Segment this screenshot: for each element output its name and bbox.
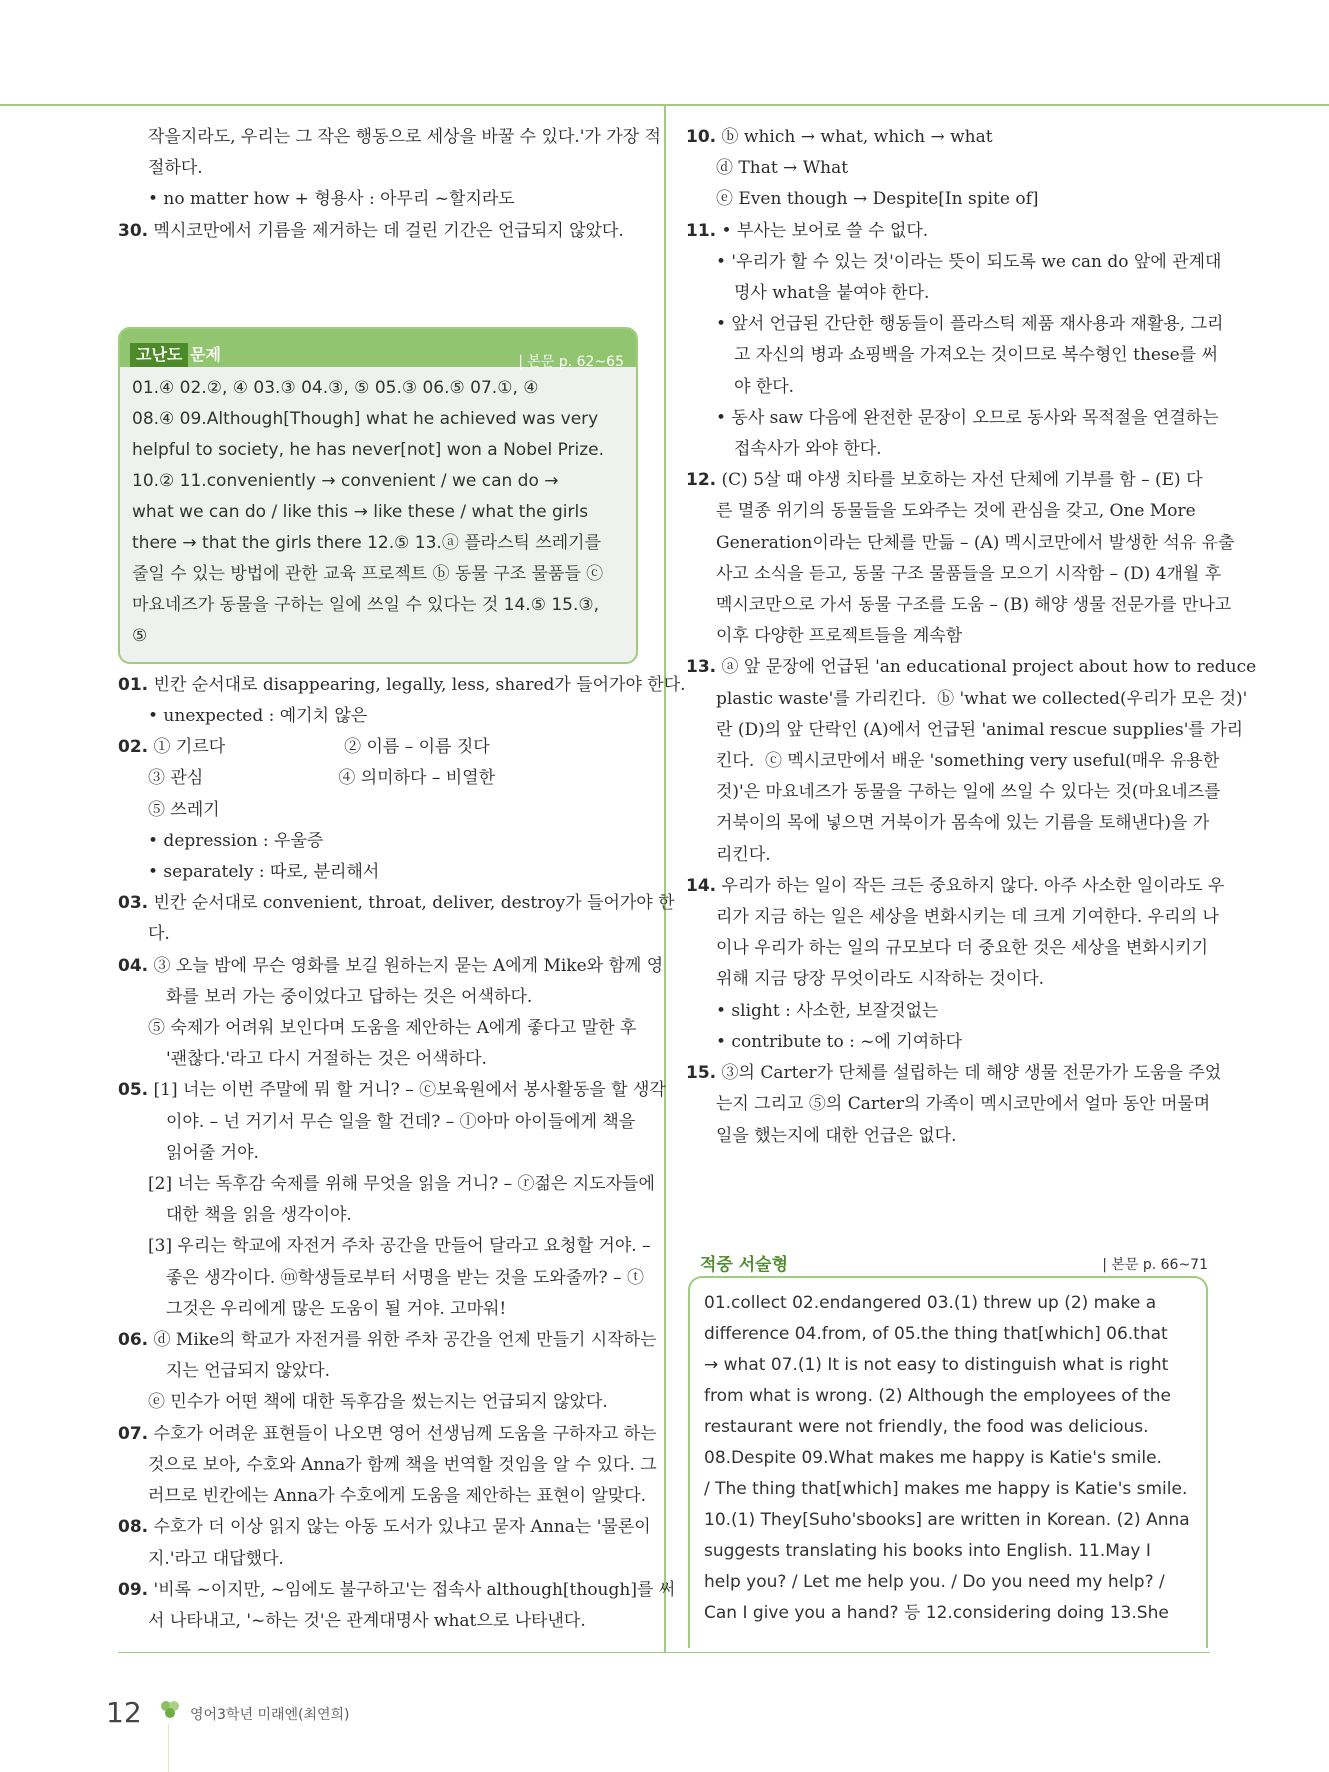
item-text: 것으로 보아, 수호와 Anna가 함께 책을 번역할 것임을 알 수 있다. 그 [148, 1454, 657, 1475]
item-text: ⑤ 쓰레기 [148, 799, 220, 820]
descriptive-answer-line: Can I give you a hand? 등 12.considering doing 13.She [704, 1603, 1169, 1623]
numbered-line [686, 871, 1225, 902]
item-text: 지는 언급되지 않았다. [166, 1361, 331, 1382]
text-line [118, 1263, 644, 1294]
descriptive-answer-line: restaurant were not friendly, the food was delicious. [704, 1417, 1149, 1437]
item-number: 11. [686, 220, 717, 241]
text-line [686, 621, 1212, 652]
item-number: 09. [118, 1579, 149, 1600]
item-text: 거북이의 목에 넣으면 거북이가 몸속에 있는 기름을 토해낸다)을 가 [716, 813, 1210, 834]
item-text: ⓔ 민수가 어떤 책에 대한 독후감을 썼는지는 언급되지 않았다. [148, 1392, 608, 1413]
bottom-rule [118, 1652, 1210, 1653]
text-line [118, 1138, 644, 1169]
numbered-line [118, 1575, 676, 1606]
item-text: [3] 우리는 학교에 자전거 주차 공간을 만들어 달라고 요청할 거야. – [148, 1236, 651, 1257]
item-number: 06. [118, 1330, 149, 1351]
descriptive-answer-line: 01.collect 02.endangered 03.(1) threw up (2) make a [704, 1293, 1157, 1313]
text-line [118, 763, 644, 794]
item-text: 리가 지금 하는 일은 세상을 변화시키는 데 크게 기여한다. 우리의 나 [716, 907, 1219, 928]
numbered-line [686, 216, 1212, 247]
numbered-line [118, 1325, 657, 1356]
numbered-line [686, 122, 1212, 153]
item-text: '비록 ~이지만, ~임에도 불구하고'는 접속사 although[though]를 써 [153, 1579, 676, 1600]
text-line [118, 826, 644, 857]
text-line [686, 840, 1212, 871]
text-line [686, 559, 1222, 590]
item-text: 다. [148, 924, 170, 945]
item-text: 이후 다양한 프로젝트들을 계속함 [716, 626, 963, 647]
text-line [118, 795, 644, 826]
column-separator [664, 106, 666, 1652]
item-text: '괜찮다.'라고 다시 거절하는 것은 어색하다. [166, 1049, 487, 1070]
answer-line: 08.④ 09.Although[Though] what he achieved was very [132, 408, 599, 429]
text-line [118, 1107, 644, 1138]
numbered-line [118, 1075, 666, 1106]
text-line [118, 1544, 644, 1575]
item-number: 03. [118, 893, 149, 914]
item-text: • depression : 우울증 [148, 830, 324, 851]
item-text: 러므로 빈칸에는 Anna가 수호에게 도움을 제안하는 표현이 알맞다. [148, 1486, 647, 1507]
text-line [686, 964, 1212, 995]
answer-line: helpful to society, he has never[not] won a Nobel Prize. [132, 439, 605, 460]
item-number: 02. [118, 737, 149, 758]
descriptive-answer-line: from what is wrong. (2) Although the employees of the [704, 1386, 1171, 1406]
text-line [118, 919, 644, 950]
answer-line: ⑤ [132, 625, 148, 646]
page-reference: | 본문 p. 66~71 [1102, 1257, 1208, 1273]
clover-icon [158, 1698, 182, 1722]
item-text: 고 자신의 병과 쇼핑백을 가져오는 것이므로 복수형인 these를 써 [734, 345, 1218, 366]
difficulty-tag: 고난도 [130, 343, 188, 367]
text-line [686, 902, 1219, 933]
text-line [118, 982, 644, 1013]
item-text: 대한 책을 읽을 생각이야. [166, 1205, 352, 1226]
text-line [686, 777, 1221, 808]
item-text: 명사 what을 붙여야 한다. [734, 283, 930, 304]
text-line [686, 528, 1235, 559]
answer-line: 줄일 수 있는 방법에 관한 교육 프로젝트 ⓑ 동물 구조 물품들 ⓒ [132, 563, 604, 584]
item-text: • unexpected : 예기치 않은 [148, 706, 368, 727]
item-text: 수호가 더 이상 읽지 않는 아동 도서가 있냐고 묻자 Anna는 '물론이 [153, 1517, 651, 1538]
item-number: 30. [118, 220, 149, 241]
item-text: plastic waste'를 가리킨다. ⓑ 'what we collected(우리가 모은 것)' [716, 688, 1248, 709]
text-line [686, 403, 1219, 434]
item-text: • 앞서 언급된 간단한 행동들이 플라스틱 제품 재사용과 재활용, 그리 [716, 314, 1224, 335]
item-text: ⓓ That → What [716, 158, 849, 179]
item-text: 지.'라고 대답했다. [148, 1548, 284, 1569]
text-line [686, 808, 1212, 839]
item-text: • 부사는 보어로 쓸 수 없다. [721, 220, 929, 241]
descriptive-answer-line: difference 04.from, of 05.the thing that[which] 06.that [704, 1324, 1168, 1344]
answer-line: what we can do / like this → like these / what the girls [132, 501, 589, 522]
text-line [118, 1294, 644, 1325]
item-text: 서 나타내고, '~하는 것'은 관계대명사 what으로 나타낸다. [148, 1610, 586, 1631]
item-text: • slight : 사소한, 보잘것없는 [716, 1000, 939, 1021]
item-text: 그것은 우리에게 많은 도움이 될 거야. 고마워! [166, 1298, 507, 1319]
answer-line: 10.② 11.conveniently → convenient / we can do → [132, 470, 559, 491]
item-text: ⑤ 숙제가 어려워 보인다며 도움을 제안하는 A에게 좋다고 말한 후 [148, 1018, 637, 1039]
right-column [686, 122, 1257, 1152]
page-number: 12 [106, 1696, 142, 1729]
text-line [118, 857, 644, 888]
item-text: ③의 Carter가 단체를 설립하는 데 해양 생물 전문가가 도움을 주었 [721, 1063, 1222, 1084]
text-line [118, 1200, 644, 1231]
numbered-line [686, 652, 1257, 683]
text-line [686, 278, 1212, 309]
answer-box-header [120, 329, 636, 370]
item-text: 접속사가 와야 한다. [734, 439, 882, 460]
item-number: 04. [118, 955, 149, 976]
descriptive-answer-line: 08.Despite 09.What makes me happy is Katie's smile. [704, 1448, 1162, 1468]
page-reference: | 본문 p. 62~65 [518, 353, 624, 370]
answer-line: 마요네즈가 동물을 구하는 일에 쓰일 수 있다는 것 14.⑤ 15.③, [132, 594, 600, 615]
item-text: ① 기르다 ② 이름 – 이름 짓다 [153, 737, 490, 758]
text-line [686, 309, 1224, 340]
item-text: 화를 보러 가는 중이었다고 답하는 것은 어색하다. [166, 986, 533, 1007]
text-line [118, 701, 644, 732]
item-number: 07. [118, 1423, 149, 1444]
descriptive-answer-line: 10.(1) They[Suho'sbooks] are written in Korean. (2) Anna [704, 1510, 1190, 1530]
text-line [686, 746, 1220, 777]
text-line [686, 153, 1212, 184]
text-line [686, 372, 1212, 403]
numbered-line [118, 951, 664, 982]
text-line [118, 1231, 651, 1262]
descriptive-header [700, 1250, 1208, 1278]
descriptive-answer-line: → what 07.(1) It is not easy to distinguish what is right [704, 1355, 1169, 1375]
item-text: 빈칸 순서대로 disappearing, legally, less, shared가 들어가야 한다. [153, 674, 686, 695]
item-30 [118, 216, 644, 247]
text-line [686, 590, 1232, 621]
item-text: 좋은 생각이다. ⓜ학생들로부터 서명을 받는 것을 도와줄까? – ⓣ [166, 1267, 644, 1288]
item-text: 이야. – 넌 거기서 무슨 일을 할 건데? – ⓛ아마 아이들에게 책을 [166, 1111, 636, 1132]
item-text: [2] 너는 독후감 숙제를 위해 무엇을 읽을 거니? – ⓡ젊은 지도자들에 [148, 1174, 655, 1195]
item-text: 야 한다. [734, 376, 795, 397]
item-number: 15. [686, 1063, 717, 1084]
item-text: 멕시코만으로 가서 동물 구조를 도움 – (B) 해양 생물 전문가를 만나고 [716, 595, 1232, 616]
item-text: 읽어줄 거야. [166, 1142, 259, 1163]
text-line [686, 715, 1244, 746]
item-number: 05. [118, 1080, 149, 1101]
text-line [118, 1169, 655, 1200]
item-text: 일을 했는지에 대한 언급은 없다. [716, 1125, 957, 1146]
descriptive-answer-line: / The thing that[which] makes me happy is Katie's smile. [704, 1479, 1188, 1499]
item-text: 멕시코만에서 기름을 제거하는 데 걸린 기간은 언급되지 않았다. [153, 220, 624, 241]
item-number: 01. [118, 674, 149, 695]
item-text: 이나 우리가 하는 일의 규모보다 더 중요한 것은 세상을 변화시키기 [716, 938, 1209, 959]
text-line [118, 1606, 644, 1637]
text-line [686, 496, 1212, 527]
item-text: 른 멸종 위기의 동물들을 도와주는 것에 관심을 갖고, One More [716, 501, 1196, 522]
text-line [118, 1044, 644, 1075]
text-line [118, 1481, 647, 1512]
answer-line: there → that the girls there 12.⑤ 13.ⓐ 플라스틱 쓰레기를 [132, 532, 602, 553]
text-line [686, 996, 1212, 1027]
text-line [686, 340, 1218, 371]
item-number: 14. [686, 875, 717, 896]
text-line [686, 684, 1248, 715]
text-line [118, 1356, 644, 1387]
text-line [118, 1450, 657, 1481]
item-text: 수호가 어려운 표현들이 나오면 영어 선생님께 도움을 구하자고 하는 [153, 1423, 657, 1444]
item-text: 는지 그리고 ⑤의 Carter의 가족이 멕시코만에서 얼마 동안 머물며 [716, 1094, 1211, 1115]
text-line [686, 1027, 1212, 1058]
item-text: ③ 오늘 밤에 무슨 영화를 보길 원하는지 묻는 A에게 Mike와 함께 영 [153, 955, 664, 976]
text-line: 작을지라도, 우리는 그 작은 행동으로 세상을 바꿀 수 있다.'가 가장 적 [148, 127, 661, 147]
numbered-line [118, 888, 675, 919]
numbered-line [686, 1058, 1222, 1089]
item-text: (C) 5살 때 야생 치타를 보호하는 자선 단체에 기부를 함 – (E) 다 [721, 470, 1203, 491]
item-text: ⓓ Mike의 학교가 자전거를 위한 주차 공간을 언제 만들기 시작하는 [153, 1330, 657, 1351]
item-text: 란 (D)의 앞 단락인 (A)에서 언급된 'animal rescue supplies'를 가리 [716, 719, 1244, 740]
text-line [686, 434, 1212, 465]
answer-box [118, 327, 638, 664]
item-text: 리킨다. [716, 844, 771, 865]
text-line [686, 1121, 1212, 1152]
text-line: • no matter how + 형용사 : 아무리 ~할지라도 [148, 189, 515, 210]
answer-box-title: 문제 [190, 344, 221, 364]
item-text: • separately : 따로, 분리해서 [148, 862, 380, 883]
numbered-line [118, 732, 644, 763]
text-line [686, 1089, 1212, 1120]
numbered-line [118, 1512, 651, 1543]
item-text: 위해 지금 당장 무엇이라도 시작하는 것이다. [716, 969, 1045, 990]
item-text: 사고 소식을 듣고, 동물 구조 물품들을 모으기 시작함 – (D) 4개월 후 [716, 563, 1222, 584]
descriptive-answer-line: help you? / Let me help you. / Do you need my help? / [704, 1572, 1165, 1592]
item-text: ③ 관심 ④ 의미하다 – 비열한 [148, 768, 496, 789]
footer-stem [168, 1724, 169, 1772]
item-number: 10. [686, 127, 717, 147]
text-line [686, 247, 1222, 278]
text-line [118, 1013, 644, 1044]
item-number: 13. [686, 657, 717, 678]
item-number: 08. [118, 1517, 149, 1538]
item-text: ⓔ Even though → Despite[In spite of] [716, 189, 1039, 210]
item-text: • '우리가 할 수 있는 것'이라는 뜻이 되도록 we can do 앞에 관계대 [716, 251, 1222, 272]
numbered-line [686, 465, 1212, 496]
item-text: ⓐ 앞 문장에 언급된 'an educational project about how to reduce [721, 657, 1257, 678]
text-line [686, 184, 1212, 215]
text-line [686, 933, 1212, 964]
item-text: 킨다. ⓒ 멕시코만에서 배운 'something very useful(매우 유용한 [716, 751, 1220, 772]
item-number: 12. [686, 470, 717, 491]
answer-list [132, 367, 624, 652]
book-title: 영어3학년 미래엔(최연희) [190, 1707, 350, 1723]
item-text: Generation이라는 단체를 만듦 – (A) 멕시코만에서 발생한 석유 유출 [716, 532, 1235, 553]
numbered-line [118, 670, 686, 701]
explanations-list [118, 670, 686, 1637]
descriptive-title: 적중 서술형 [700, 1255, 789, 1275]
item-text: ⓑ which → what, which → what [721, 127, 993, 147]
item-text: 우리가 하는 일이 작든 크든 중요하지 않다. 아주 사소한 일이라도 우 [721, 875, 1225, 896]
item-text: 것)'은 마요네즈가 동물을 구하는 일에 쓰일 수 있다는 것(마요네즈를 [716, 782, 1221, 803]
descriptive-answer-box [688, 1276, 1208, 1648]
descriptive-answer-line: suggests translating his books into English. 11.May I [704, 1541, 1151, 1561]
item-text: • contribute to : ~에 기여하다 [716, 1031, 963, 1052]
item-text: • 동사 saw 다음에 완전한 문장이 오므로 동사와 목적절을 연결하는 [716, 407, 1219, 428]
numbered-line [118, 1419, 657, 1450]
item-text: [1] 너는 이번 주말에 뭐 할 거니? – ⓒ보육원에서 봉사활동을 할 생각 [153, 1080, 666, 1101]
answer-line: 01.④ 02.②, ④ 03.③ 04.③, ⑤ 05.③ 06.⑤ 07.①, ④ [132, 377, 539, 398]
item-text: 빈칸 순서대로 convenient, throat, deliver, destroy가 들어가야 한 [153, 893, 675, 914]
text-line [118, 1387, 644, 1418]
text-line: 절하다. [148, 158, 203, 179]
left-column [118, 122, 686, 1637]
